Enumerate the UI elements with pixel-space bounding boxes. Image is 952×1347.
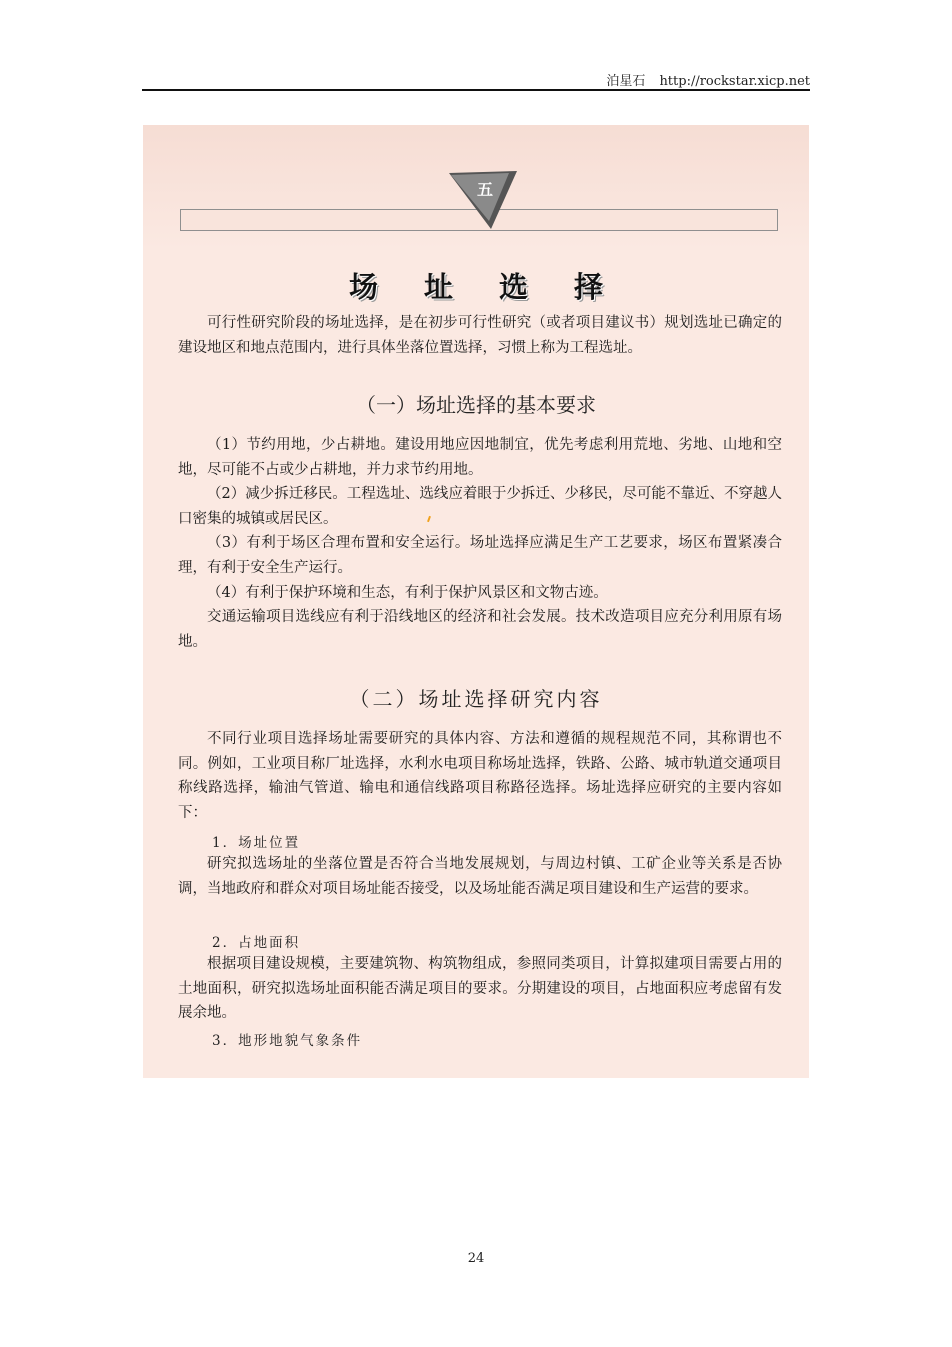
subheading-site-location: 1．场址位置 <box>212 835 301 851</box>
header-rule <box>142 89 810 91</box>
page-number: 24 <box>467 1251 485 1266</box>
requirement-item-2: （2）减少拆迁移民。工程选址、选线应着眼于少拆迁、少移民，尽可能不靠近、不穿越人口密集的城镇或居民区。 <box>178 486 782 527</box>
section2-intro: 不同行业项目选择场址需要研究的具体内容、方法和遵循的规程规范不同，其称谓也不同。例如，工业项目称厂址选择，水利水电项目称场址选择，铁路、公路、城市轨道交通项目称线路选择，输油气管道、输电和通信线路项目称路径选择。场址选择应研究的主要内容如下： <box>178 731 782 821</box>
requirement-item-1: （1）节约用地，少占耕地。建设用地应因地制宜，优先考虑利用荒地、劣地、山地和空地，尽可能不占或少占耕地，并力求节约用地。 <box>178 437 782 478</box>
chapter-title: 场址选择 <box>348 270 649 304</box>
requirement-item-4: （4）有利于保护环境和生态，有利于保护风景区和文物古迹。 <box>207 585 608 601</box>
page-header <box>606 70 810 89</box>
chapter-badge-label: 五 <box>476 180 494 199</box>
section1-heading: （一）场址选择的基本要求 <box>356 393 596 417</box>
site-location-text: 研究拟选场址的坐落位置是否符合当地发展规划，与周边村镇、工矿企业等关系是否协调，当地政府和群众对项目场址能否接受，以及场址能否满足项目建设和生产运营的要求。 <box>178 856 782 897</box>
header-site-name: 泊星石 <box>606 74 646 89</box>
requirement-note: 交通运输项目选线应有利于沿线地区的经济和社会发展。技术改造项目应充分利用原有场地。 <box>178 609 782 650</box>
land-area-text: 根据项目建设规模，主要建筑物、构筑物组成，参照同类项目，计算拟建项目需要占用的土地面积，研究拟选场址面积能否满足项目的要求。分期建设的项目，占地面积应考虑留有发展余地。 <box>178 956 782 1021</box>
scanned-page <box>143 125 809 1078</box>
requirement-item-3: （3）有利于场区合理布置和安全运行。场址选择应满足生产工艺要求，场区布置紧凑合理，有利于安全生产运行。 <box>178 535 782 576</box>
subheading-terrain-climate: 3．地形地貌气象条件 <box>212 1033 363 1049</box>
section2-heading: （二）场址选择研究内容 <box>349 687 603 711</box>
chapter-badge <box>447 169 519 231</box>
header-site-url: http://rockstar.xicp.net <box>659 74 810 89</box>
subheading-land-area: 2．占地面积 <box>212 935 301 951</box>
intro-paragraph: 可行性研究阶段的场址选择，是在初步可行性研究（或者项目建议书）规划选址已确定的建设地区和地点范围内，进行具体坐落位置选择，习惯上称为工程选址。 <box>178 315 782 356</box>
